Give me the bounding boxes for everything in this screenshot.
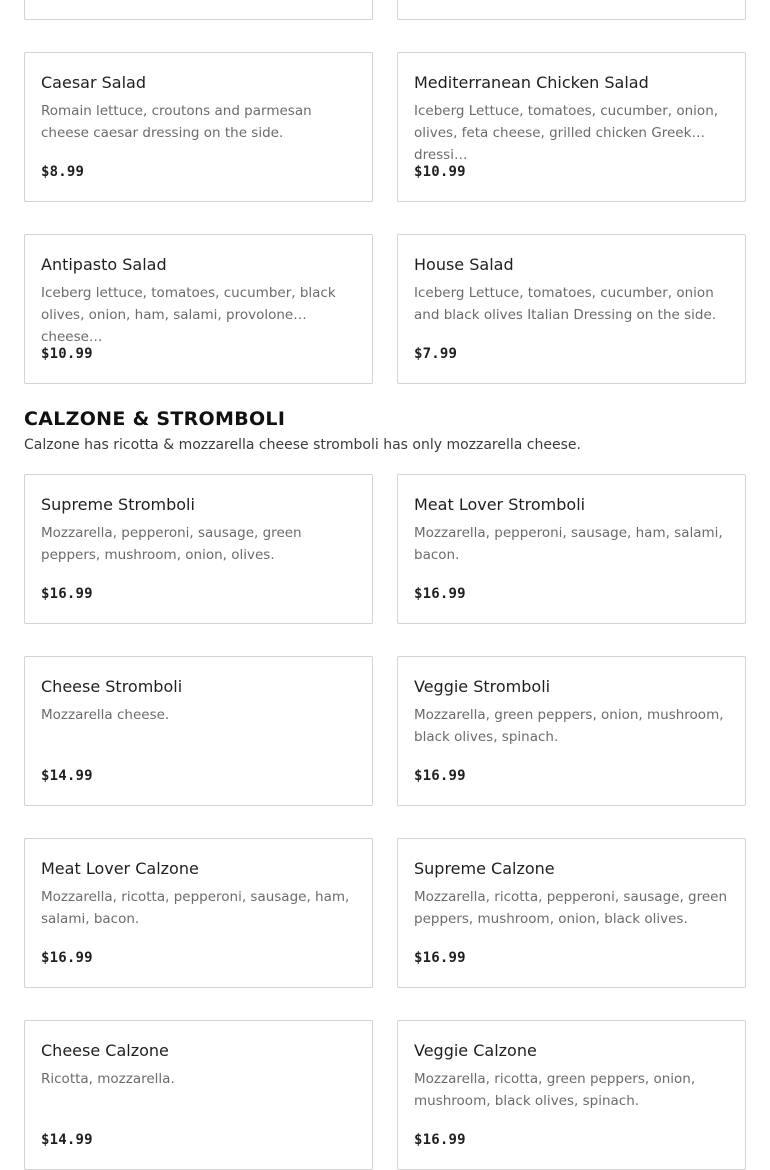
section-description: Calzone has ricotta & mozzarella cheese stromboli has only mozzarella cheese. <box>24 437 581 453</box>
menu-item-description: Mozzarella, ricotta, green peppers, onion, mushroom, black olives, spinach. <box>414 1071 696 1109</box>
menu-item-name: Supreme Stromboli <box>41 495 195 514</box>
menu-item-description: Mozzarella cheese. <box>41 707 170 723</box>
menu-item-price: $8.99 <box>41 164 85 180</box>
menu-item-description: Iceberg Lettuce, tomatoes, cucumber, onion, olives, feta cheese, grilled chicken Greek dressi… <box>414 103 719 163</box>
menu-item-price: $14.99 <box>41 1132 93 1148</box>
menu-item-card[interactable] <box>397 1020 746 1170</box>
menu-item-card[interactable] <box>24 656 373 806</box>
menu-item-name: Antipasto Salad <box>41 255 167 274</box>
menu-item-price: $16.99 <box>41 950 93 966</box>
menu-item-price: $16.99 <box>414 1132 466 1148</box>
menu-item-name: House Salad <box>414 255 514 274</box>
menu-item-name: Caesar Salad <box>41 73 146 92</box>
menu-item-description: Mozzarella, pepperoni, sausage, ham, salami, bacon. <box>414 525 723 563</box>
section-title: CALZONE & STROMBOLI <box>24 408 286 430</box>
menu-item-card[interactable] <box>24 52 373 202</box>
menu-item-name: Veggie Stromboli <box>414 677 551 696</box>
menu-item-description: Mozzarella, green peppers, onion, mushroom, black olives, spinach. <box>414 707 724 745</box>
menu-item-card[interactable] <box>397 234 746 384</box>
menu-item-name: Mediterranean Chicken Salad <box>414 73 649 92</box>
menu-item-card[interactable] <box>397 52 746 202</box>
menu-item-name: Cheese Stromboli <box>41 677 183 696</box>
menu-item-price: $10.99 <box>41 346 93 362</box>
menu-item-price: $10.99 <box>414 164 466 180</box>
menu-item-card[interactable] <box>397 656 746 806</box>
menu-item-price: $16.99 <box>414 768 466 784</box>
menu-item-card[interactable] <box>24 234 373 384</box>
menu-item-price: $16.99 <box>414 950 466 966</box>
menu-item-card[interactable] <box>397 474 746 624</box>
menu-item-description: Romain lettuce, croutons and parmesan cheese caesar dressing on the side. <box>41 103 312 141</box>
menu-item-description: Iceberg lettuce, tomatoes, cucumber, black olives, onion, ham, salami, provolone cheese… <box>41 285 336 345</box>
menu-item-name: Veggie Calzone <box>414 1041 537 1060</box>
menu-item-description: Mozzarella, ricotta, pepperoni, sausage, ham, salami, bacon. <box>41 889 350 927</box>
menu-item-card[interactable] <box>24 474 373 624</box>
menu-item-name: Meat Lover Stromboli <box>414 495 586 514</box>
menu-item-card-partial[interactable] <box>397 0 746 20</box>
menu-item-description: Ricotta, mozzarella. <box>41 1071 175 1087</box>
menu-item-description: Iceberg Lettuce, tomatoes, cucumber, onion and black olives Italian Dressing on the side. <box>414 285 717 323</box>
menu-item-card-partial[interactable] <box>24 0 373 20</box>
menu-item-card[interactable] <box>397 838 746 988</box>
menu-item-price: $16.99 <box>414 586 466 602</box>
menu-item-price: $14.99 <box>41 768 93 784</box>
menu-item-price: $16.99 <box>41 586 93 602</box>
menu-item-price: $7.99 <box>414 346 458 362</box>
menu-item-name: Supreme Calzone <box>414 859 555 878</box>
menu-item-card[interactable] <box>24 838 373 988</box>
menu-item-card[interactable] <box>24 1020 373 1170</box>
menu-item-name: Cheese Calzone <box>41 1041 169 1060</box>
menu-item-name: Meat Lover Calzone <box>41 859 199 878</box>
menu-item-description: Mozzarella, ricotta, pepperoni, sausage, green peppers, mushroom, onion, black olives. <box>414 889 728 927</box>
menu-item-description: Mozzarella, pepperoni, sausage, green peppers, mushroom, onion, olives. <box>41 525 302 563</box>
